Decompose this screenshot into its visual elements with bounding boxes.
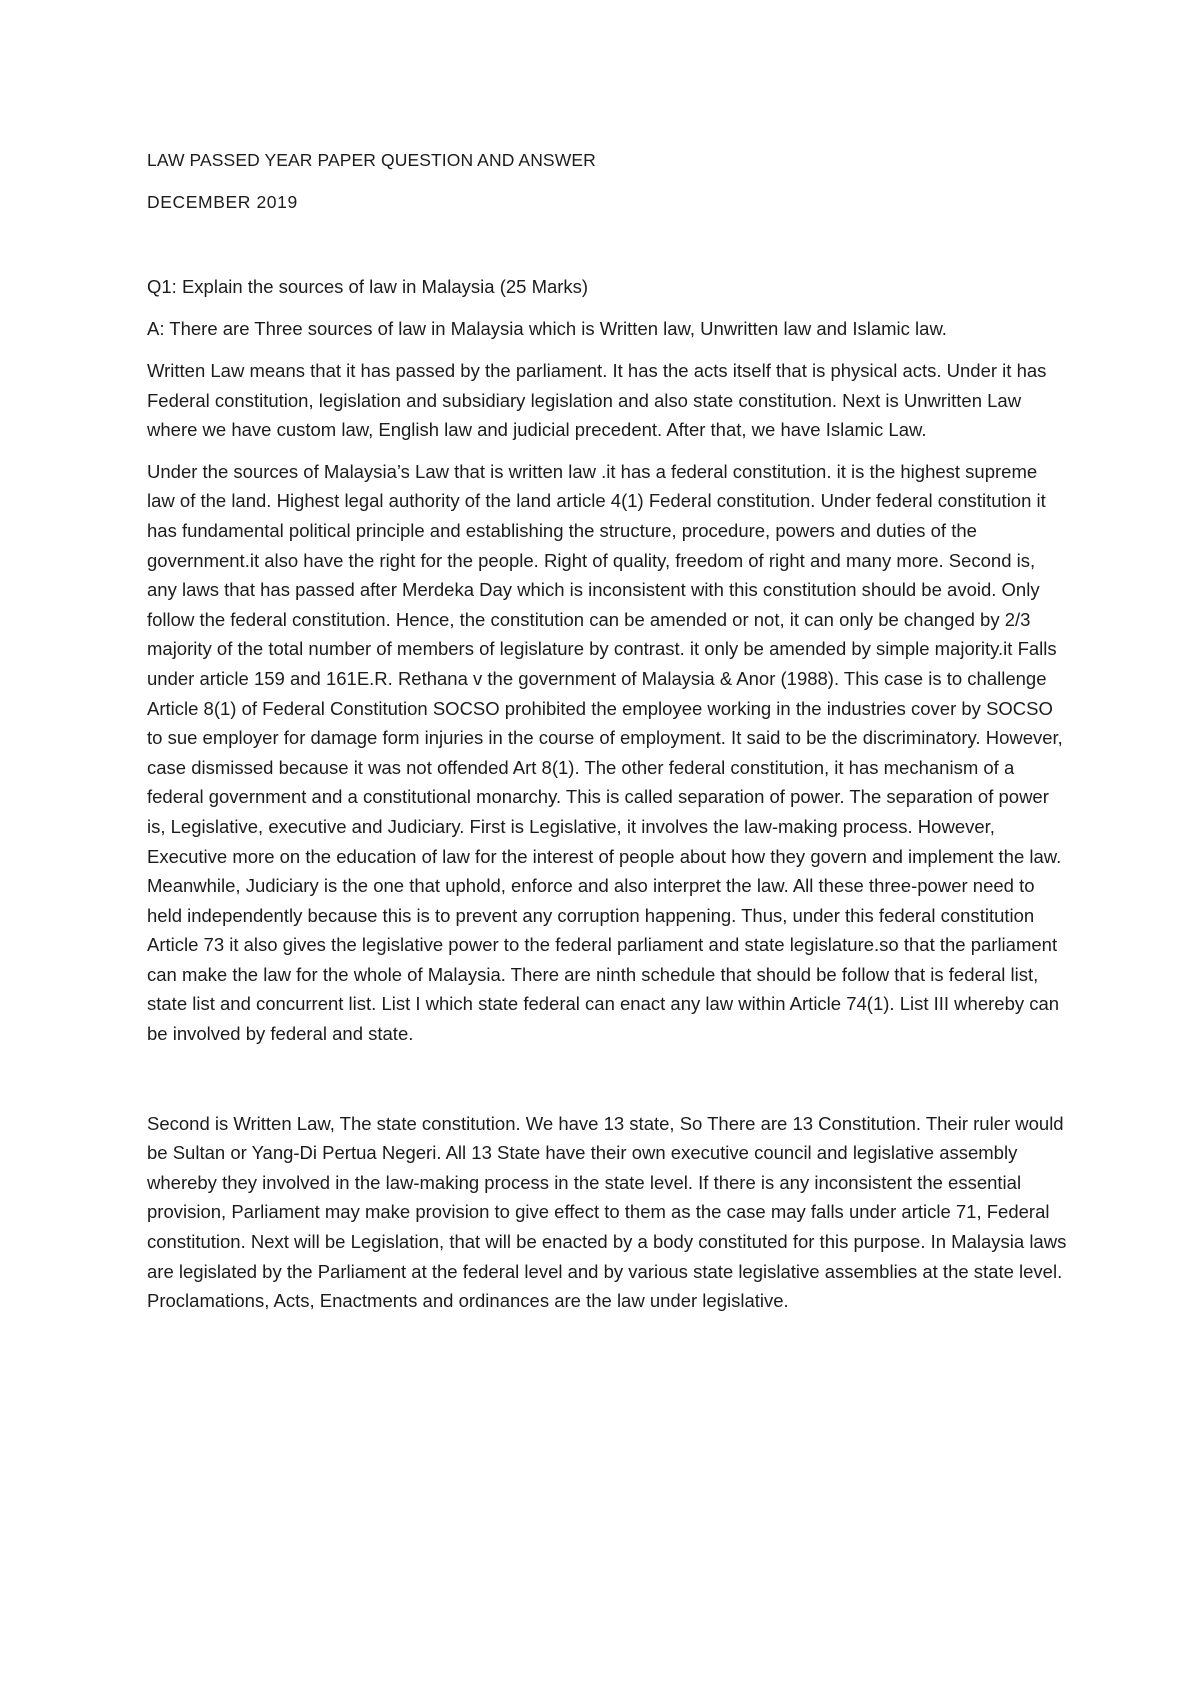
document-date: DECEMBER 2019 [147, 192, 298, 212]
paragraph-written-law: Written Law means that it has passed by the parliament. It has the acts itself that is physical acts. Under it has Federal constitution, legislation and subsidiary legislation and also state constitution. Next is Unwritten Law where we have custom law, English law and judicial precedent. After that, we have Islamic Law. [147, 360, 1047, 441]
document-page [147, 148, 1067, 1316]
paragraph-federal-constitution: Under the sources of Malaysia’s Law that is written law .it has a federal constitution. it is the highest supreme law of the land. Highest legal authority of the land article 4(1) Federal constitution. Under federal constitution it has fundamental political principle and establishing the structure, procedure, powers and duties of the government.it also have the right for the people. Right of quality, freedom of right and many more. Second is, any laws that has passed after Merdeka Day which is inconsistent with this constitution should be avoid. Only follow the federal constitution. Hence, the constitution can be amended or not, it can only be changed by 2/3 majority of the total number of members of legislature by contrast. it only be amended by simple majority.it Falls under article 159 and 161E.R. Rethana v the government of Malaysia & Anor (1988). This case is to challenge Article 8(1) of Federal Constitution SOCSO prohibited the employee working in the industries cover by SOCSO to sue employer for damage form injuries in the course of employment. It said to be the discriminatory. However, case dismissed because it was not offended Art 8(1). The other federal constitution, it has mechanism of a federal government and a constitutional monarchy. This is called separation of power. The separation of power is, Legislative, executive and Judiciary. First is Legislative, it involves the law-making process. However, Executive more on the education of law for the interest of people about how they govern and implement the law. Meanwhile, Judiciary is the one that uphold, enforce and also interpret the law. All these three-power need to held independently because this is to prevent any corruption happening. Thus, under this federal constitution Article 73 it also gives the legislative power to the federal parliament and state legislature.so that the parliament can make the law for the whole of Malaysia. There are ninth schedule that should be follow that is federal list, state list and concurrent list. List I which state federal can enact any law within Article 74(1). List III whereby can be involved by federal and state. [147, 460, 1063, 1045]
answer-intro: A: There are Three sources of law in Malaysia which is Written law, Unwritten law and Islamic law. [147, 318, 947, 339]
document-title: LAW PASSED YEAR PAPER QUESTION AND ANSWER [147, 150, 596, 170]
question-text: Q1: Explain the sources of law in Malaysia (25 Marks) [147, 276, 589, 297]
paragraph-state-constitution: Second is Written Law, The state constitution. We have 13 state, So There are 13 Constitution. Their ruler would be Sultan or Yang-Di Pertua Negeri. All 13 State have their own executive council and legislative assembly whereby they involved in the law-making process in the state level. If there is any inconsistent the essential provision, Parliament may make provision to give effect to them as the case may falls under article 71, Federal constitution. Next will be Legislation, that will be enacted by a body constituted for this purpose. In Malaysia laws are legislated by the Parliament at the federal level and by various state legislative assemblies at the state level. Proclamations, Acts, Enactments and ordinances are the law under legislative. [147, 1112, 1067, 1312]
